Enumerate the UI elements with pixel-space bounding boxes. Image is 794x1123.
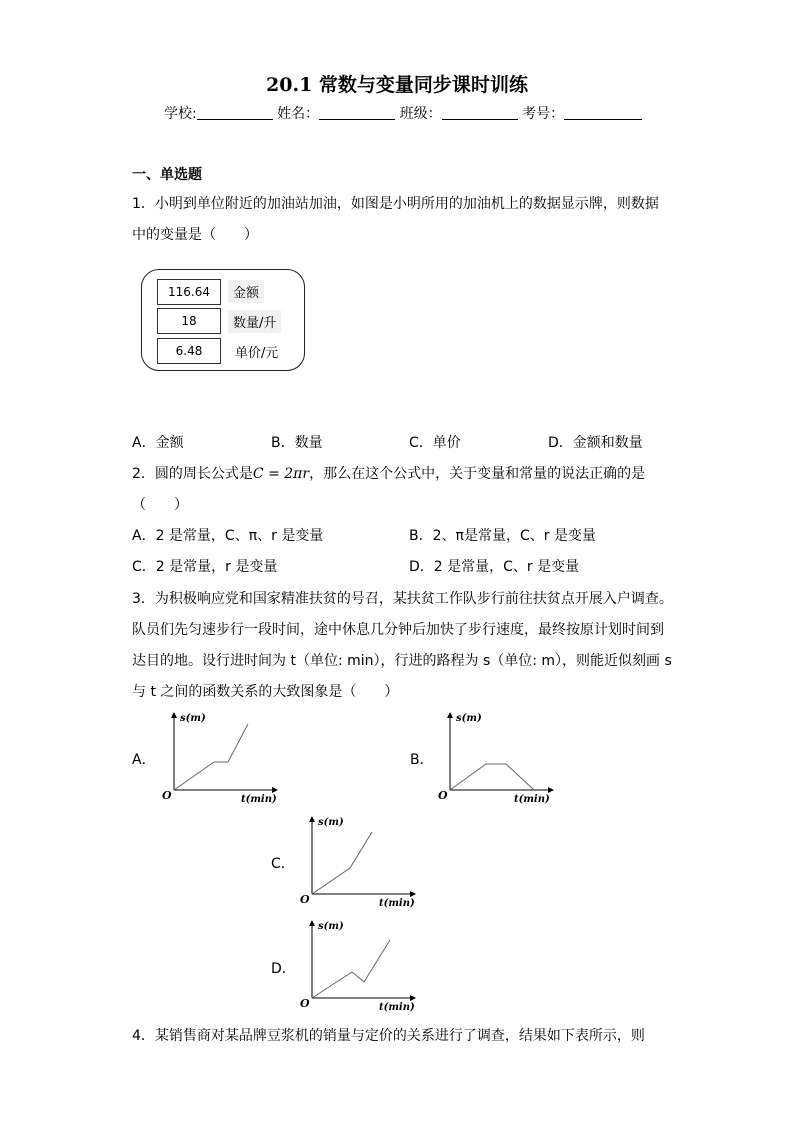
q1-option-c[interactable]: C．单价 <box>409 435 461 451</box>
q1-line-1: 1．小明到单位附近的加油站加油，如图是小明所用的加油机上的数据显示牌，则数据 <box>132 196 659 212</box>
school-blank[interactable] <box>197 105 273 120</box>
q4-line-1: 4．某销售商对某品牌豆浆机的销量与定价的关系进行了调查，结果如下表所示，则 <box>132 1028 645 1044</box>
q3-line-2: 队员们先匀速步行一段时间，途中休息几分钟后加快了步行速度，最终按原计划时间到 <box>132 622 664 638</box>
origin-label: O <box>438 789 448 802</box>
unit-price-label: 单价/元 <box>235 346 279 361</box>
graph-line <box>174 724 248 790</box>
q2-option-d[interactable]: D．2 是常量，C、r 是变量 <box>409 559 580 575</box>
q3-line-4: 与 t 之间的函数关系的大致图象是（ ） <box>132 684 399 700</box>
x-axis-label: t(min) <box>241 794 277 805</box>
x-axis-arrow <box>272 787 278 793</box>
y-axis-label: s(m) <box>318 817 344 828</box>
unit-price-value: 6.48 <box>157 338 221 364</box>
q1-option-b[interactable]: B．数量 <box>271 435 323 451</box>
quantity-label: 数量/升 <box>228 310 281 333</box>
y-axis-arrow <box>447 712 453 718</box>
q2-option-c[interactable]: C．2 是常量，r 是变量 <box>132 559 278 575</box>
quantity-value: 18 <box>157 308 221 334</box>
y-axis-label: s(m) <box>318 921 344 932</box>
circumference-formula: C = 2πr <box>252 466 310 482</box>
q3-graph-c[interactable] <box>296 812 418 910</box>
y-axis-arrow <box>309 816 315 822</box>
class-label: 班级： <box>399 106 442 122</box>
graph-line <box>450 764 534 790</box>
q3-option-a-letter[interactable]: A． <box>132 752 156 768</box>
q1-line-2: 中的变量是（ ） <box>132 227 258 243</box>
x-axis-arrow <box>410 891 416 897</box>
q3-graph-a[interactable] <box>158 708 280 806</box>
page-title: 20.1 常数与变量同步课时训练 <box>266 74 528 96</box>
name-label: 姓名： <box>277 106 320 122</box>
q2-line-2: （ ） <box>132 497 188 513</box>
amount-label: 金额 <box>228 280 264 303</box>
x-axis-label: t(min) <box>514 794 550 805</box>
exam-no-label: 考号： <box>522 106 565 122</box>
q3-line-1: 3．为积极响应党和国家精准扶贫的号召，某扶贫工作队步行前往扶贫点开展入户调查。 <box>132 591 673 607</box>
origin-label: O <box>300 997 310 1010</box>
origin-label: O <box>300 893 310 906</box>
graph-line <box>312 940 390 998</box>
y-axis-label: s(m) <box>456 713 482 724</box>
graph-line <box>312 832 372 894</box>
q3-option-b-letter[interactable]: B． <box>410 752 434 768</box>
y-axis-label: s(m) <box>180 713 206 724</box>
name-blank[interactable] <box>319 105 395 120</box>
x-axis-label: t(min) <box>379 1002 415 1013</box>
student-info-line <box>164 103 642 123</box>
origin-label: O <box>162 789 172 802</box>
q2-line-1 <box>132 463 645 483</box>
q2-option-b[interactable]: B．2、π是常量，C、r 是变量 <box>409 528 596 544</box>
q3-line-3: 达目的地。设行进时间为 t（单位: min），行进的路程为 s（单位: m），则能近似刻画 s <box>132 653 672 669</box>
section-heading: 一、单选题 <box>132 167 202 183</box>
y-axis-arrow <box>309 920 315 926</box>
exam-no-blank[interactable] <box>564 105 642 120</box>
q2-text-post: ，那么在这个公式中，关于变量和常量的说法正确的是 <box>309 466 646 482</box>
x-axis-arrow <box>548 787 554 793</box>
class-blank[interactable] <box>442 105 518 120</box>
q3-option-c-letter[interactable]: C． <box>271 856 295 872</box>
q3-graph-b[interactable] <box>434 708 556 806</box>
x-axis-label: t(min) <box>379 898 415 909</box>
y-axis-arrow <box>171 712 177 718</box>
q3-option-d-letter[interactable]: D． <box>271 961 296 977</box>
x-axis-arrow <box>410 995 416 1001</box>
q2-text-pre: 2．圆的周长公式是 <box>132 466 253 482</box>
q1-option-a[interactable]: A．金额 <box>132 435 184 451</box>
school-label: 学校: <box>164 106 197 122</box>
amount-value: 116.64 <box>157 279 221 305</box>
q1-option-d[interactable]: D．金额和数量 <box>548 435 643 451</box>
q3-graph-d[interactable] <box>296 916 418 1014</box>
fuel-pump-display <box>141 269 305 371</box>
q2-option-a[interactable]: A．2 是常量，C、π、r 是变量 <box>132 528 324 544</box>
